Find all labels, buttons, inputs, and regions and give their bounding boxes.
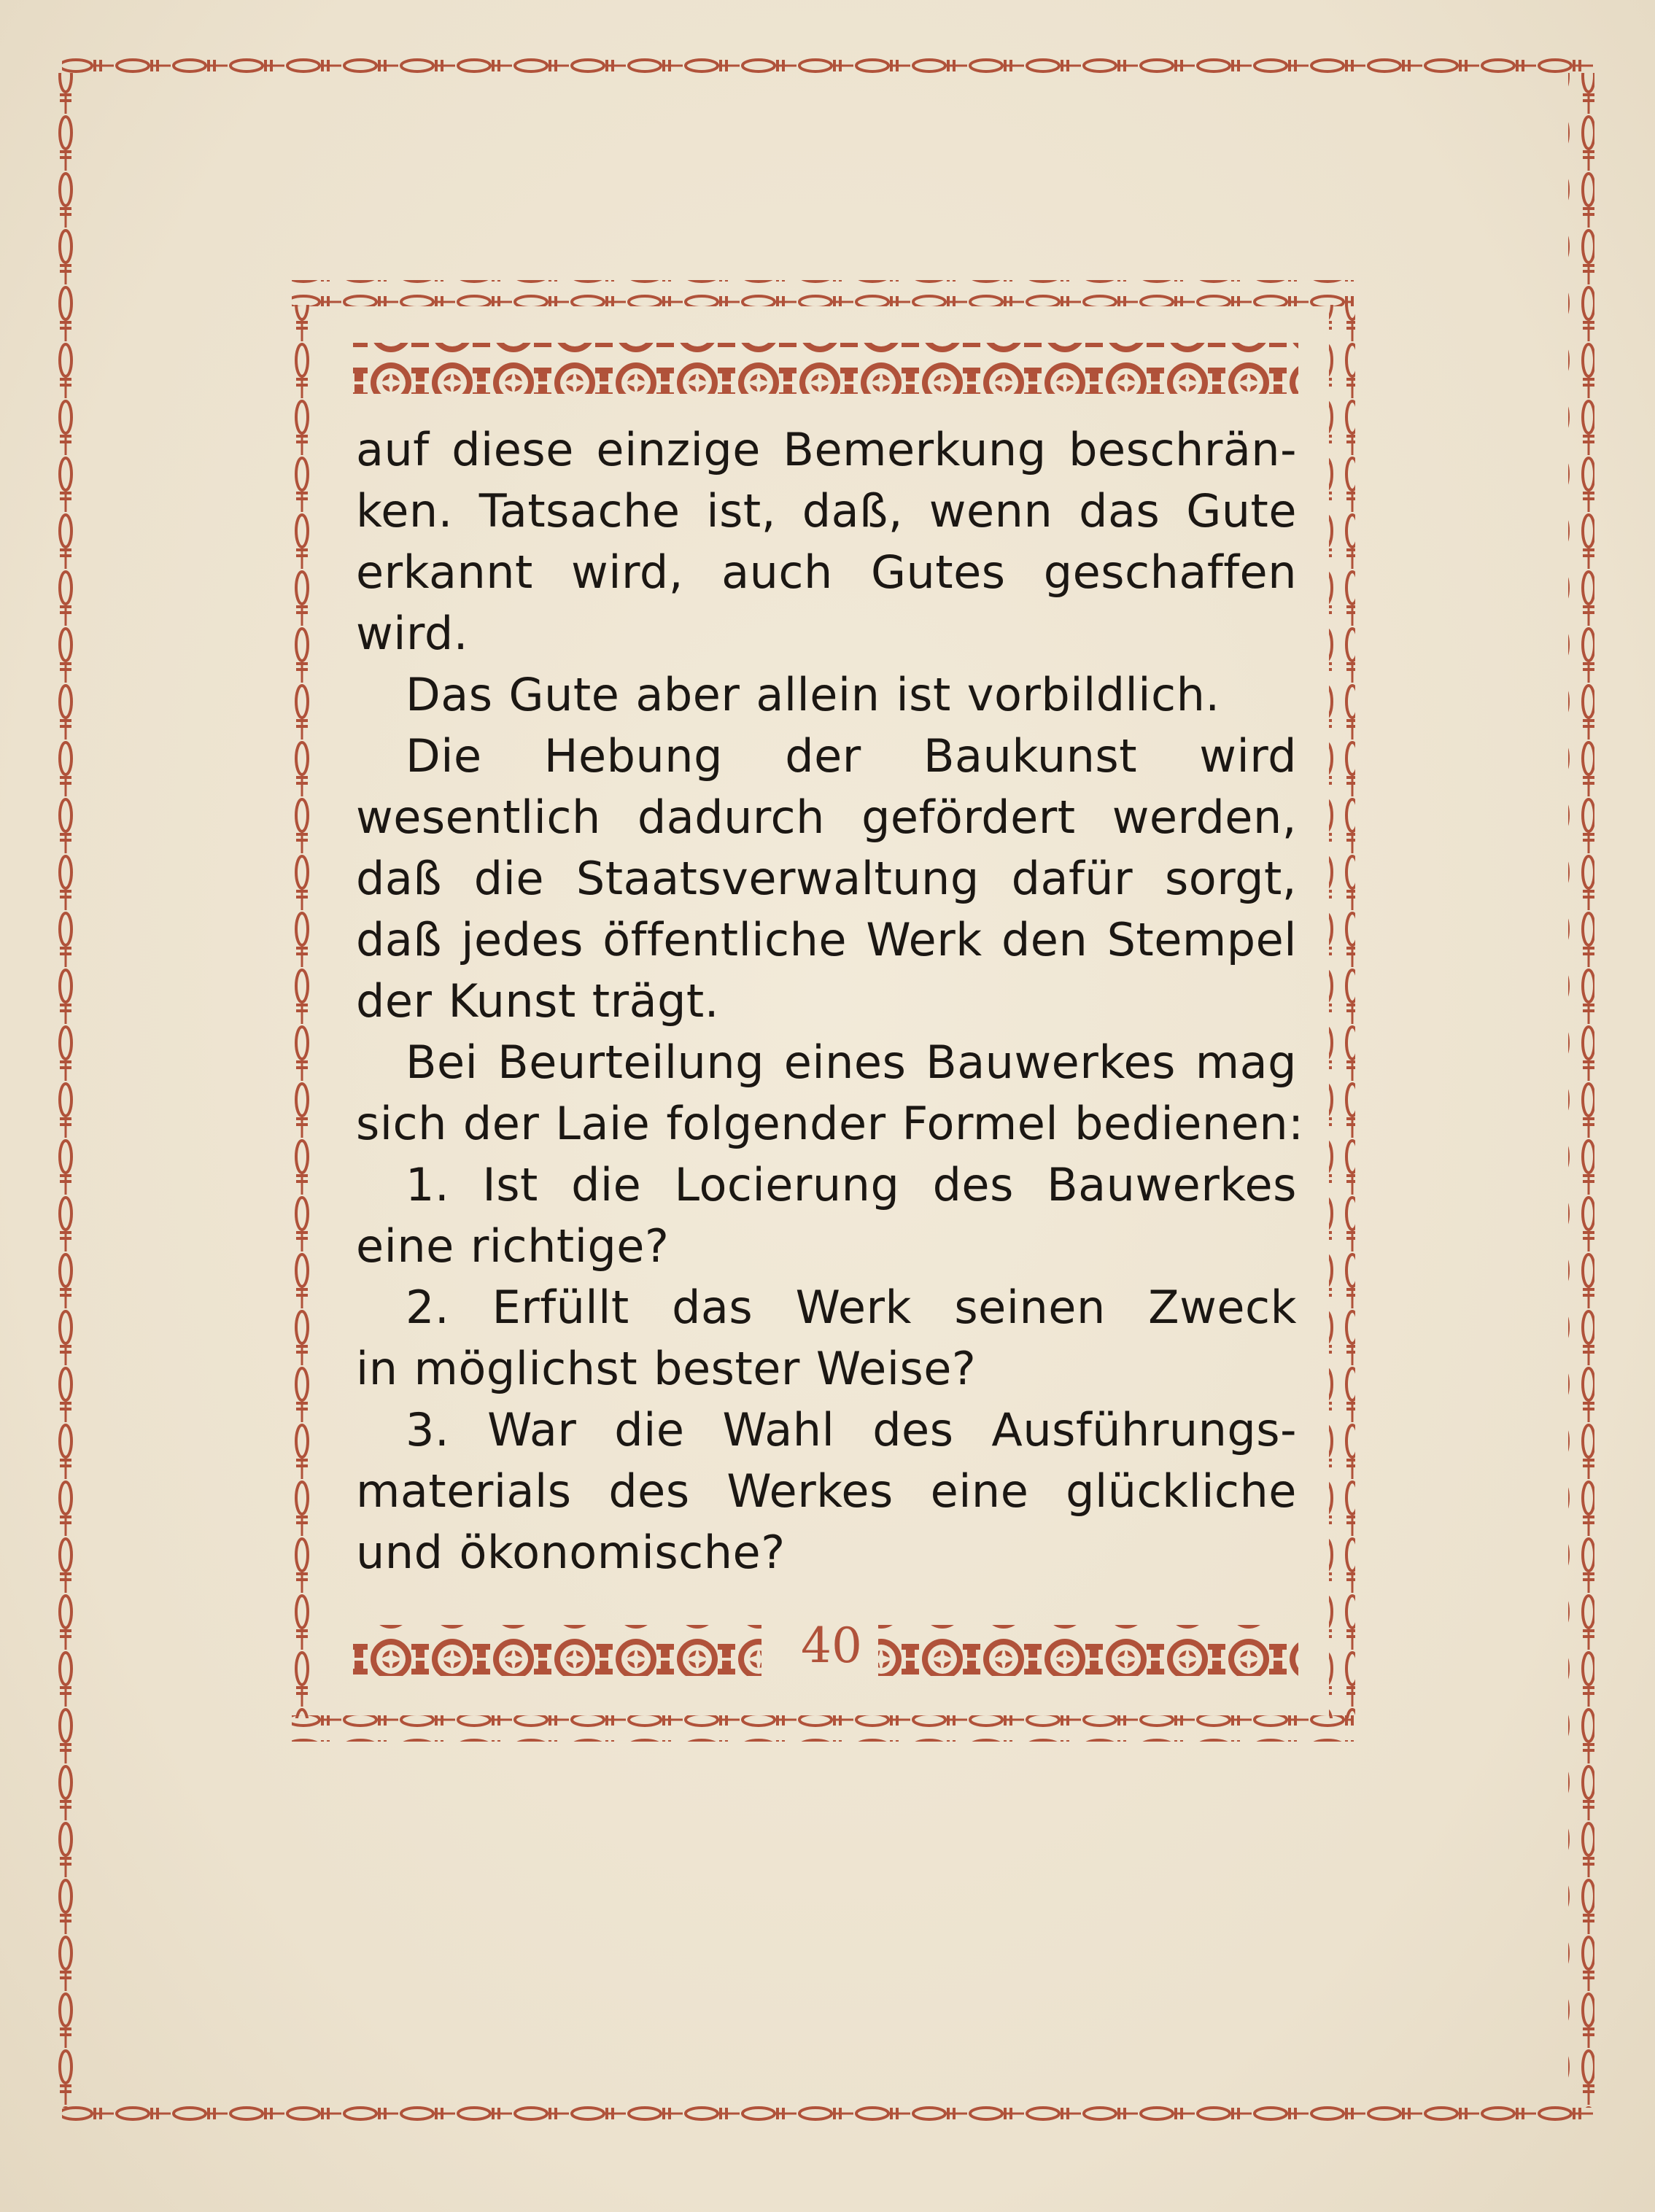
inner-border-right: [1329, 305, 1355, 1718]
paragraph: [356, 1154, 1297, 1277]
text-line: daß jedes öffentliche Werk den Stempel: [356, 913, 1297, 966]
text-line: 1. Ist die Locierung des Bauwerkes: [406, 1158, 1297, 1211]
outer-border-bottom: [62, 2106, 1594, 2133]
text-line: daß die Staatsverwaltung dafür sorgt,: [356, 852, 1297, 905]
text-line: materials des Werkes eine glückliche: [356, 1464, 1297, 1518]
rosette-band-bottom-right: [878, 1625, 1298, 1676]
paragraph: [356, 1400, 1297, 1583]
inner-border-top: [292, 280, 1354, 306]
paragraph: [356, 726, 1297, 1032]
text-line: wesentlich dadurch gefördert werden,: [356, 791, 1297, 844]
text-line: wird.: [356, 607, 468, 660]
paragraph: [356, 419, 1297, 664]
paragraph: [356, 1277, 1297, 1400]
outer-border-left: [53, 73, 79, 2108]
text-line: in möglichst bester Weise?: [356, 1342, 977, 1395]
outer-border-right: [1568, 73, 1594, 2108]
body-text: [356, 419, 1304, 1583]
text-line: ken. Tatsache ist, daß, wenn das Gute: [356, 484, 1297, 538]
text-line: Das Gute aber allein ist vorbildlich.: [406, 668, 1220, 721]
text-line: auf diese einzige Bemerkung beschrän-: [356, 423, 1297, 476]
text-line: sich der Laie folgender Formel bedienen:: [356, 1097, 1304, 1150]
text-line: erkannt wird, auch Gutes geschaffen: [356, 546, 1297, 599]
inner-border-bottom: [292, 1715, 1354, 1742]
text-line: Bei Beurteilung eines Bauwerkes mag: [406, 1036, 1297, 1089]
text-line: der Kunst trägt.: [356, 974, 719, 1028]
rosette-band-bottom-left: [353, 1625, 761, 1676]
paragraph: [356, 1032, 1304, 1154]
text-line: und ökonomische?: [356, 1526, 786, 1579]
text-line: 2. Erfüllt das Werk seinen Zweck: [406, 1281, 1297, 1334]
page-number: 40: [801, 1618, 862, 1674]
text-line: eine richtige?: [356, 1219, 670, 1273]
text-line: 3. War die Wahl des Ausführungs-: [406, 1403, 1297, 1456]
outer-border-top: [62, 48, 1594, 74]
rosette-band-top: [353, 343, 1298, 394]
inner-border-left: [289, 305, 315, 1718]
paragraph: [356, 664, 1297, 726]
text-line: Die Hebung der Baukunst wird: [406, 729, 1297, 783]
